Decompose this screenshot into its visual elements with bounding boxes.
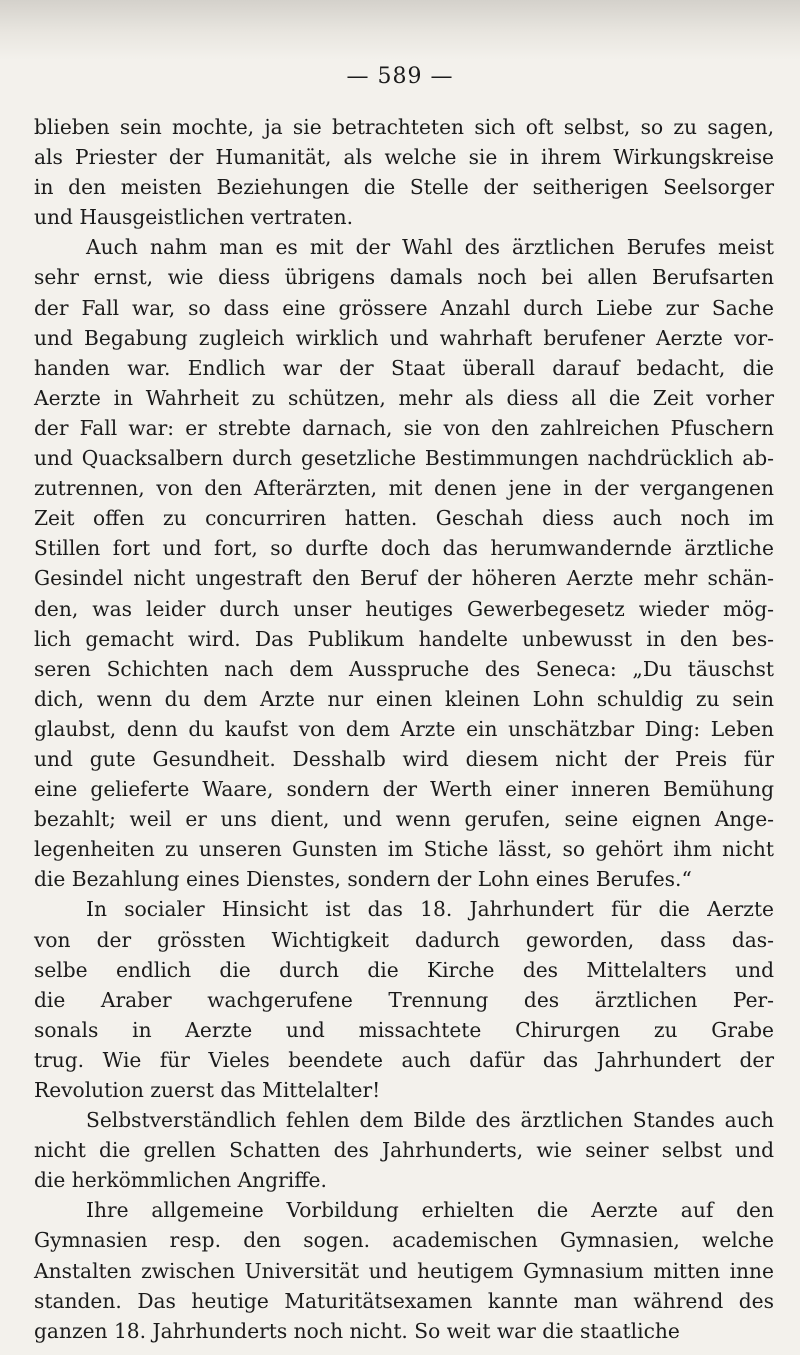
text-line: lich gemacht wird. Das Publikum handelte unbewusst in den bes- [34,626,774,651]
text-line: dich, wenn du dem Arzte nur einen kleinen Lohn schuldig zu sein [34,686,774,711]
text-line: in den meisten Beziehungen die Stelle der seitherigen Seelsorger [34,175,774,200]
text-line: seren Schichten nach dem Ausspruche des Seneca: „Du täuschst [34,656,774,681]
text-line: Gymnasien resp. den sogen. academischen Gymnasien, welche [34,1228,774,1253]
page-top-shadow [0,0,800,60]
paragraph [34,1105,774,1195]
text-line: Stillen fort und fort, so durfte doch das herumwandernde ärztliche [34,536,774,561]
paragraph [34,112,774,232]
text-line: ganzen 18. Jahrhunderts noch nicht. So weit war die staatliche [34,1318,680,1343]
text-line: die Araber wachgerufene Trennung des ärztlichen Per- [34,987,774,1012]
body-text [34,112,774,1346]
text-line: trug. Wie für Vieles beendete auch dafür das Jahrhundert der [34,1047,774,1072]
paragraph [34,894,774,1105]
text-line: nicht die grellen Schatten des Jahrhunderts, wie seiner selbst und [34,1138,774,1163]
text-line: eine gelieferte Waare, sondern der Werth einer inneren Bemühung [34,777,774,802]
text-line: legenheiten zu unseren Gunsten im Stiche lässt, so gehört ihm nicht [34,837,774,862]
text-line: Revolution zuerst das Mittelalter! [34,1078,381,1102]
text-line: handen war. Endlich war der Staat überall darauf bedacht, die [34,355,774,380]
text-line: Zeit offen zu concurriren hatten. Geschah diess auch noch im [34,506,774,531]
paragraph [34,1195,774,1345]
text-line: sehr ernst, wie diess übrigens damals noch bei allen Berufsarten [34,265,774,290]
text-line: Anstalten zwischen Universität und heutigem Gymnasium mitten inne [34,1258,774,1283]
text-line: selbe endlich die durch die Kirche des Mittelalters und [34,957,774,982]
text-line: Gesindel nicht ungestraft den Beruf der höheren Aerzte mehr schän- [34,566,774,591]
text-line: die Bezahlung eines Dienstes, sondern der Lohn eines Berufes.“ [34,867,692,892]
text-line: blieben sein mochte, ja sie betrachteten sich oft selbst, so zu sagen, [34,115,774,139]
text-line: als Priester der Humanität, als welche sie in ihrem Wirkungskreise [34,145,774,170]
paragraph [34,232,774,894]
text-line: glaubst, denn du kaufst von dem Arzte ein unschätzbar Ding: Leben [34,716,774,741]
text-line: den, was leider durch unser heutiges Gewerbegesetz wieder mög- [34,596,774,621]
text-line: Auch nahm man es mit der Wahl des ärztlichen Berufes meist [86,235,774,260]
text-line: der Fall war, so dass eine grössere Anzahl durch Liebe zur Sache [34,295,774,320]
text-line: bezahlt; weil er uns dient, und wenn gerufen, seine eignen Ange- [34,807,774,832]
text-line: der Fall war: er strebte darnach, sie von den zahlreichen Pfuschern [34,415,774,440]
text-line: die herkömmlichen Angriffe. [34,1168,327,1193]
text-line: von der grössten Wichtigkeit dadurch geworden, dass das- [34,927,774,952]
text-line: zutrennen, von den Afterärzten, mit denen jene in der vergangenen [34,476,774,501]
text-line: und gute Gesundheit. Desshalb wird diesem nicht der Preis für [34,746,774,771]
text-line: standen. Das heutige Maturitätsexamen kannte man während des [34,1288,774,1313]
text-line: In socialer Hinsicht ist das 18. Jahrhundert für die Aerzte [86,897,774,922]
text-line: und Quacksalbern durch gesetzliche Bestimmungen nachdrücklich ab- [34,446,774,471]
text-line: und Hausgeistlichen vertraten. [34,205,354,230]
page-number: — 589 — [346,64,454,89]
text-line: sonals in Aerzte und missachtete Chirurgen zu Grabe [34,1017,774,1042]
text-line: Selbstverständlich fehlen dem Bilde des ärztlichen Standes auch [86,1108,774,1133]
text-line: Ihre allgemeine Vorbildung erhielten die Aerzte auf den [86,1198,774,1223]
text-line: Aerzte in Wahrheit zu schützen, mehr als diess all die Zeit vorher [34,385,774,410]
text-line: und Begabung zugleich wirklich und wahrhaft berufener Aerzte vor- [34,325,774,350]
